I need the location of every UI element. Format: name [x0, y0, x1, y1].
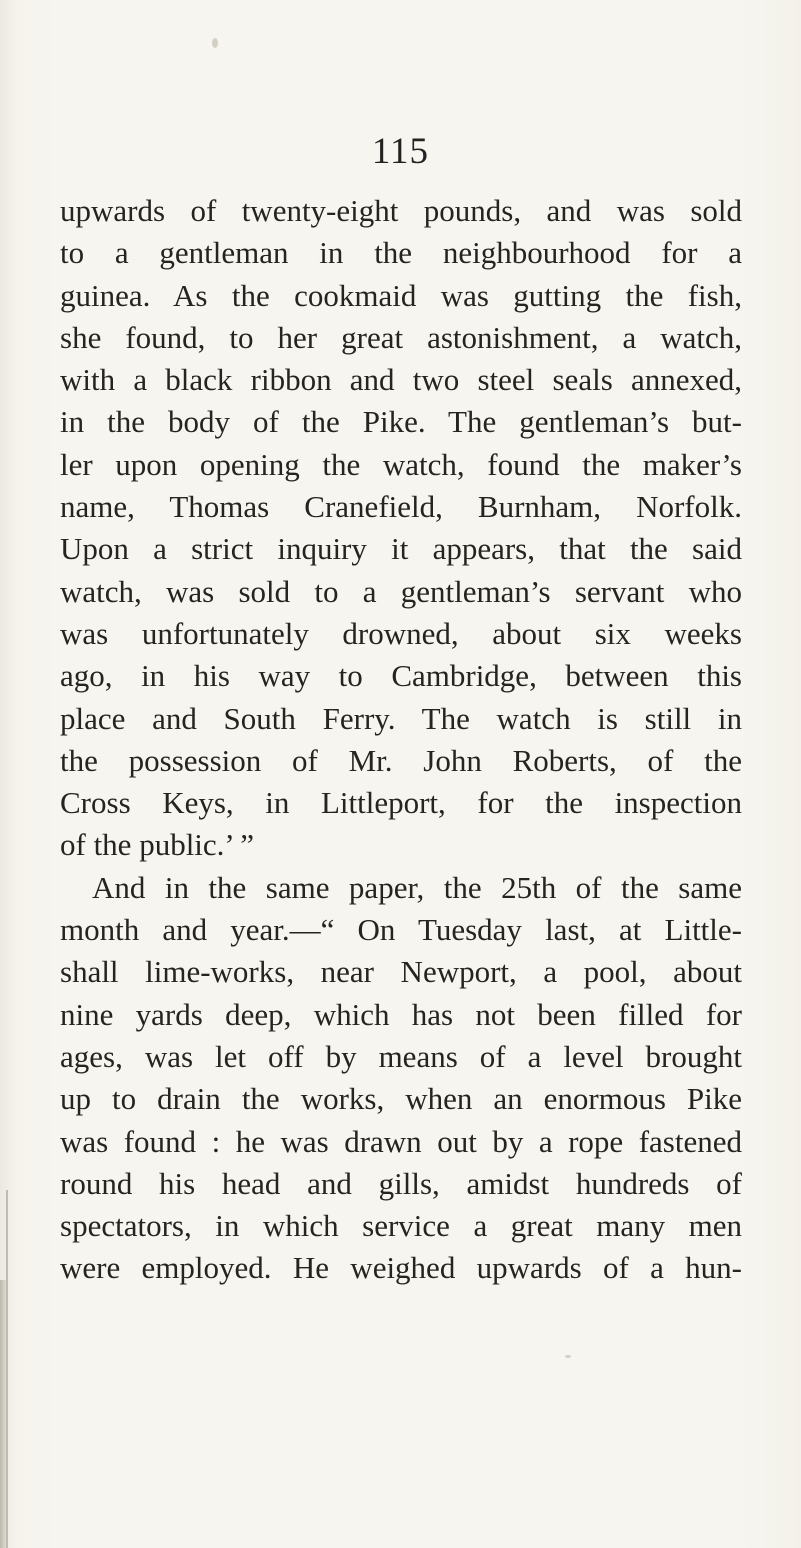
text-line: nine yards deep, which has not been filled for: [60, 996, 742, 1032]
body-text: [60, 190, 742, 1290]
text-line: she found, to her great astonishment, a watch,: [60, 319, 742, 355]
text-line: round his head and gills, amidst hundreds of: [60, 1165, 742, 1201]
text-line: with a black ribbon and two steel seals annexed,: [60, 362, 742, 398]
text-line: Cross Keys, in Littleport, for the inspection: [60, 785, 742, 821]
text-line: place and South Ferry. The watch is still in: [60, 700, 742, 736]
text-line: month and year.—“ On Tuesday last, at Little-: [60, 912, 742, 948]
text-line: of the public.’ ”: [60, 827, 254, 863]
text-line: was found : he was drawn out by a rope fastened: [60, 1123, 742, 1159]
text-line: ago, in his way to Cambridge, between this: [60, 658, 742, 694]
gutter-line: [6, 1190, 8, 1548]
text-line: up to drain the works, when an enormous Pike: [60, 1081, 742, 1117]
text-line: in the body of the Pike. The gentleman’s but-: [60, 404, 742, 440]
text-line: were employed. He weighed upwards of a hun-: [60, 1250, 742, 1286]
text-line: And in the same paper, the 25th of the same: [92, 869, 742, 905]
text-line: shall lime-works, near Newport, a pool, about: [60, 954, 742, 990]
paper-speck: [565, 1355, 571, 1358]
text-line: spectators, in which service a great many men: [60, 1208, 742, 1244]
text-line: to a gentleman in the neighbourhood for a: [60, 235, 742, 271]
text-line: name, Thomas Cranefield, Burnham, Norfolk.: [60, 489, 742, 525]
text-line: upwards of twenty-eight pounds, and was sold: [60, 193, 742, 228]
text-line: Upon a strict inquiry it appears, that the said: [60, 531, 742, 567]
text-line: the possession of Mr. John Roberts, of the: [60, 742, 742, 778]
paper-speck: [212, 38, 218, 48]
text-line: guinea. As the cookmaid was gutting the fish,: [60, 277, 742, 313]
text-line: watch, was sold to a gentleman’s servant who: [60, 573, 742, 609]
text-line: ler upon opening the watch, found the maker’s: [60, 446, 742, 482]
text-line: ages, was let off by means of a level brought: [60, 1038, 742, 1074]
gutter-shadow: [0, 1280, 6, 1548]
page-number: 115: [371, 131, 430, 172]
text-line: was unfortunately drowned, about six weeks: [60, 615, 742, 651]
